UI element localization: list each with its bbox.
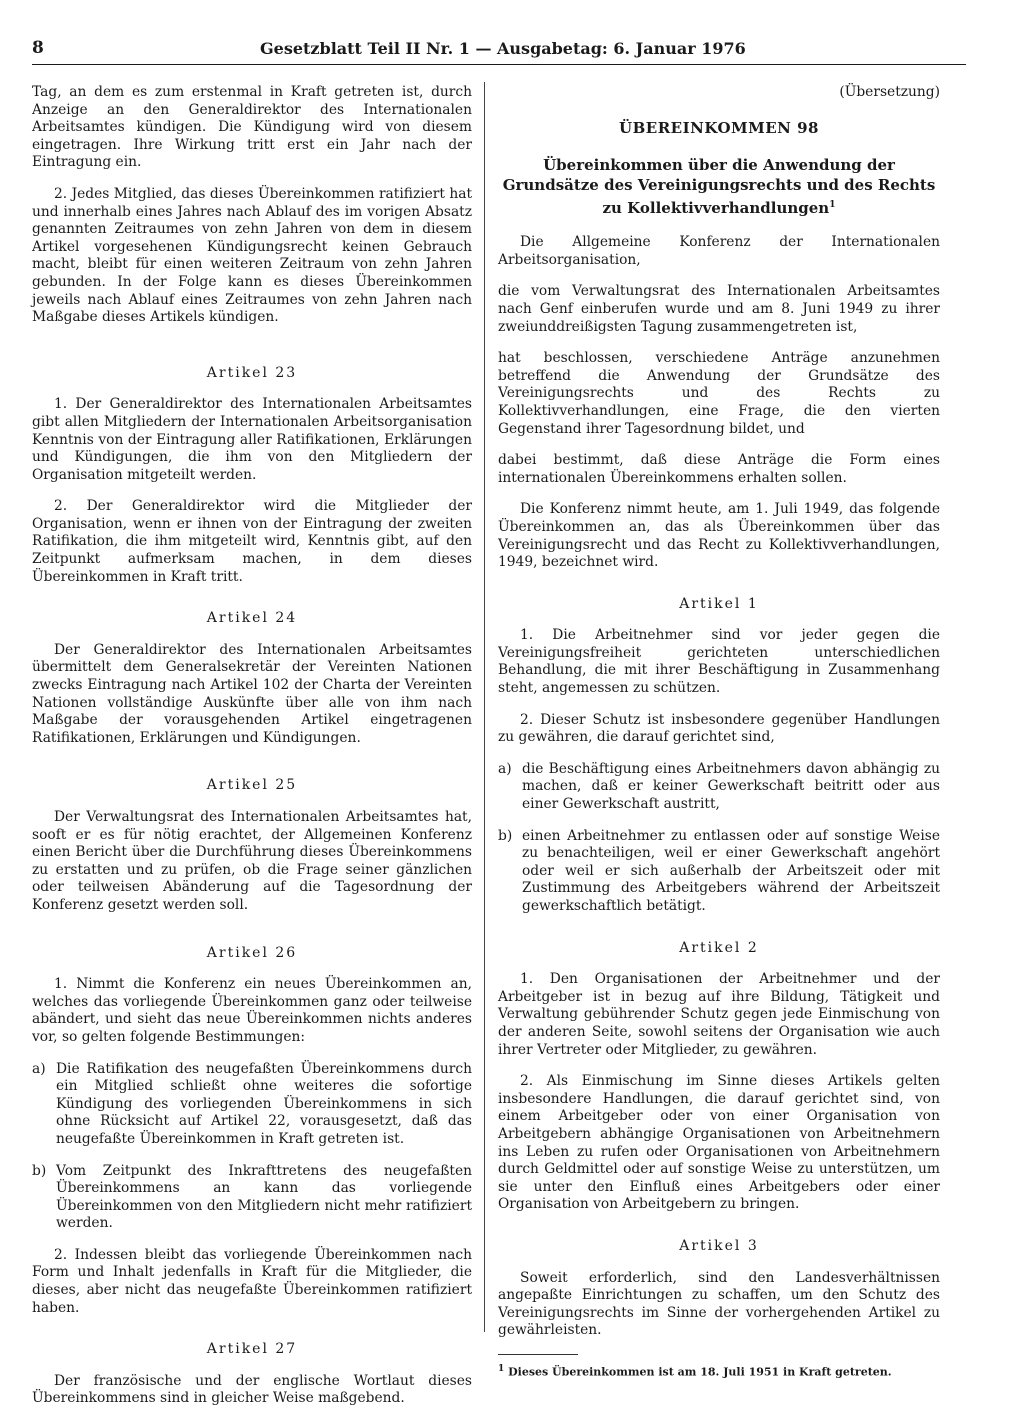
- article-heading: Artikel 27: [206, 1341, 298, 1358]
- paragraph: Tag, an dem es zum erstenmal in Kraft getreten ist, durch Anzeige an den Generaldirektor des Internationalen Arbeitsamtes kündigen. Die Kündigung wird von diesem eingetragen. Ihre Wirkung tritt erst ein Jahr nach der Eintragung ein.: [32, 84, 472, 171]
- paragraph: Soweit erforderlich, sind den Landesverhältnissen angepaßte Einrichtungen zu schaffen, um den Schutz des Vereinigungsrechts im Sinne der vorhergehenden Artikel zu gewährleisten.: [498, 1269, 940, 1339]
- paragraph: Der Verwaltungsrat des Internationalen Arbeitsamtes hat, sooft er es für nötig erachtet, der Allgemeinen Konferenz einen Bericht über die Durchführung dieses Übereinkommens zu erstatten und zu prüfen, ob die Frage seiner gänzlichen oder teilweisen Abänderung auf die Tagesordnung der Konferenz gesetzt werden soll.: [32, 809, 472, 913]
- article-heading: Artikel 25: [206, 777, 298, 794]
- paragraph: 2. Indessen bleibt das vorliegende Übereinkommen nach Form und Inhalt jedenfalls in Kraft für die Mitglieder, die dieses, aber nicht das neugefaßte Übereinkommen ratifiziert haben.: [32, 1246, 472, 1316]
- paragraph: dabei bestimmt, daß diese Anträge die Form eines internationalen Übereinkommens erhalten sollen.: [498, 452, 940, 486]
- paragraph: 2. Jedes Mitglied, das dieses Übereinkommen ratifiziert hat und innerhalb eines Jahres nach Ablauf des im vorigen Absatz genannten Zeitraumes von zehn Jahren von dem in diesem Artikel vorgesehenen Kündigungsrecht keinen Gebrauch macht, bleibt für einen weiteren Zeitraum von zehn Jahren gebunden. In der Folge kann es dieses Übereinkommen jeweils nach Ablauf eines Zeitraumes von zehn Jahren nach Maßgabe dieses Artikels kündigen.: [32, 185, 472, 326]
- list-item-label: a): [498, 760, 512, 777]
- article-heading: Artikel 1: [679, 595, 759, 612]
- list-item-text: einen Arbeitnehmer zu entlassen oder auf sonstige Weise zu benachteiligen, weil er einer Gewerkschaft angehört oder weil er sich außerhalb der Arbeitszeit oder mit Zustimmung des Arbeitgebers während der Arbeitszeit gewerkschaftlich betätigt.: [522, 827, 940, 914]
- list-item-text: Vom Zeitpunkt des Inkrafttretens des neugefaßten Übereinkommens an kann das vorliegende Übereinkommen von den Mitgliedern nicht mehr ratifiziert werden.: [56, 1162, 472, 1232]
- footnote-number: 1: [498, 1363, 505, 1374]
- list-item-label: b): [498, 827, 513, 844]
- paragraph: hat beschlossen, verschiedene Anträge anzunehmen betreffend die Anwendung der Grundsätze des Vereinigungsrechts und des Rechts zu Kollektivverhandlungen, eine Frage, die den vierten Gegenstand ihrer Tagesordnung bildet, und: [498, 350, 940, 437]
- translation-note: (Übersetzung): [839, 84, 940, 100]
- column-divider: [484, 82, 485, 1332]
- paragraph: 1. Der Generaldirektor des Internationalen Arbeitsamtes gibt allen Mitgliedern der Internationalen Arbeitsorganisation Kenntnis von der Eintragung aller Ratifikationen, Erklärungen und Kündigungen, die ihm von den Mitgliedern der Organisation mitgeteilt werden.: [32, 396, 472, 483]
- page-header: [32, 38, 966, 65]
- list-item: [498, 761, 940, 814]
- paragraph: 2. Dieser Schutz ist insbesondere gegenüber Handlungen zu gewähren, die darauf gerichtet sind,: [498, 711, 940, 746]
- footnote-rule: [498, 1354, 578, 1355]
- paragraph: 1. Den Organisationen der Arbeitnehmer und der Arbeitgeber ist in bezug auf ihre Bildung, Tätigkeit und Verwaltung gebührender Schutz gegen jede Einmischung von der anderen Seite, sowohl seitens der Organisation wie auch ihrer Vertreter oder Mitglieder, zu gewähren.: [498, 971, 940, 1058]
- footnote-text: Dieses Übereinkommen ist am 18. Juli 1951 in Kraft getreten.: [508, 1365, 892, 1379]
- paragraph: 1. Die Arbeitnehmer sind vor jeder gegen die Vereinigungsfreiheit gerichteten unterschiedlichen Behandlung, die mit ihrer Beschäftigung in Zusammenhang steht, angemessen zu schützen.: [498, 627, 940, 697]
- left-column: [32, 84, 472, 1422]
- paragraph: 2. Als Einmischung im Sinne dieses Artikels gelten insbesondere Handlungen, die darauf gerichtet sind, von einem Arbeitgeber oder von einer Organisation von Arbeitgebern abhängige Organisationen von Arbeitnehmern ins Leben zu rufen oder Organisationen von Arbeitnehmern durch Geldmittel oder auf sonstige Weise zu unterstützen, um sie unter den Einfluß eines Arbeitgebers oder einer Organisation von Arbeitgebern zu bringen.: [498, 1073, 940, 1213]
- article-heading: Artikel 2: [679, 939, 759, 956]
- list-item-label: b): [32, 1162, 47, 1179]
- convention-title: ÜBEREINKOMMEN 98: [619, 118, 819, 137]
- article-heading: Artikel 24: [206, 610, 298, 627]
- paragraph: die vom Verwaltungsrat des Internationalen Arbeitsamtes nach Genf einberufen wurde und am 8. Juni 1949 zu ihrer zweiunddreißigsten Tagung zusammengetreten ist,: [498, 283, 940, 335]
- convention-subtitle-text: Übereinkommen über die Anwendung der Grundsätze des Vereinigungsrechts und des Rechts zu Kollektivverhandlungen: [502, 156, 936, 218]
- list-item-text: Die Ratifikation des neugefaßten Übereinkommens durch ein Mitglied schließt ohne weiteres die sofortige Kündigung des vorliegenden Übereinkommens in sich ohne Rücksicht auf Artikel 22, vorausgesetzt, daß das neugefaßte Übereinkommen in Kraft getreten ist.: [56, 1060, 472, 1147]
- list-item-label: a): [32, 1060, 46, 1077]
- article-heading: Artikel 26: [206, 944, 298, 961]
- paragraph: Die Konferenz nimmt heute, am 1. Juli 1949, das folgende Übereinkommen an, das als Übereinkommen über das Vereinigungsrecht und das Recht zu Kollektivverhandlungen, 1949, bezeichnet wird.: [498, 501, 940, 571]
- footnote: [498, 1361, 940, 1381]
- list-item: [32, 1163, 472, 1233]
- right-column: [498, 84, 940, 1381]
- article-heading: Artikel 3: [679, 1237, 759, 1254]
- list-item-text: die Beschäftigung eines Arbeitnehmers davon abhängig zu machen, daß er keiner Gewerkschaft beitritt oder aus einer Gewerkschaft austritt,: [522, 760, 940, 813]
- convention-subtitle: [498, 155, 940, 218]
- footnote-mark: 1: [829, 200, 836, 211]
- paragraph: 2. Der Generaldirektor wird die Mitglieder der Organisation, wenn er ihnen von der Eintragung der zweiten Ratifikation, die ihm mitgeteilt wird, Kenntnis gibt, auf den Zeitpunkt aufmerksam machen, in dem dieses Übereinkommen in Kraft tritt.: [32, 498, 472, 585]
- list-item: [32, 1061, 472, 1149]
- paragraph: 1. Nimmt die Konferenz ein neues Übereinkommen an, welches das vorliegende Übereinkommen ganz oder teilweise abändert, und sieht das neue Übereinkommen nichts anderes vor, so gelten folgende Bestimmungen:: [32, 976, 472, 1045]
- paragraph: Der Generaldirektor des Internationalen Arbeitsamtes übermittelt dem Generalsekretär der Vereinten Nationen zwecks Eintragung nach Artikel 102 der Charta der Vereinten Nationen vollständige Auskünfte über alle von ihm nach Maßgabe der vorausgehenden Artikel eingetragenen Ratifikationen, Erklärungen und Kündigungen.: [32, 641, 472, 746]
- page-header-title: Gesetzblatt Teil II Nr. 1 — Ausgabetag: 6. Januar 1976: [260, 39, 746, 58]
- paragraph: Der französische und der englische Wortlaut dieses Übereinkommens sind in gleicher Weise maßgebend.: [32, 1372, 472, 1407]
- page-number: 8: [32, 38, 44, 58]
- paragraph: Die Allgemeine Konferenz der Internationalen Arbeitsorganisation,: [498, 234, 940, 268]
- list-item: [498, 828, 940, 916]
- article-heading: Artikel 23: [206, 364, 298, 381]
